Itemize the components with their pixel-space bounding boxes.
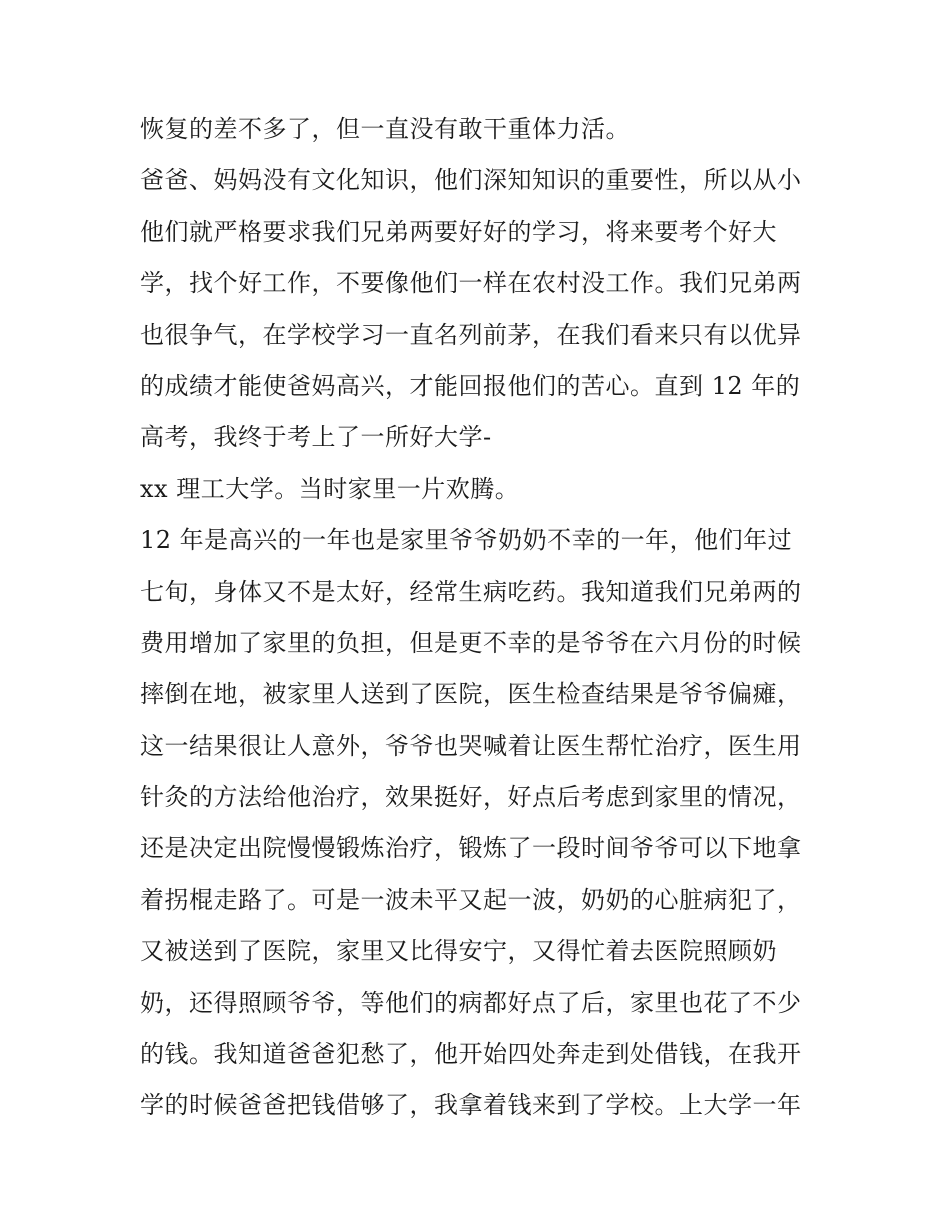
text-line: 又被送到了医院，家里又比得安宁，又得忙着去医院照顾奶 [140,937,777,966]
text-line: xx 理工大学。当时家里一片欢腾。 [140,474,520,503]
text-line: 七旬，身体又不是太好，经常生病吃药。我知道我们兄弟两的 [140,577,802,606]
text-line: 高考，我终于考上了一所好大学- [140,423,492,452]
text-line: 12 年是高兴的一年也是家里爷爷奶奶不幸的一年，他们年过 [140,526,793,555]
text-line: 的钱。我知道爸爸犯愁了，他开始四处奔走到处借钱，在我开 [140,1040,802,1069]
text-line: 摔倒在地，被家里人送到了医院，医生检查结果是爷爷偏瘫， [140,680,802,709]
text-line: 恢复的差不多了，但一直没有敢干重体力活。 [140,115,630,143]
text-line: 这一结果很让人意外，爷爷也哭喊着让医生帮忙治疗，医生用 [140,731,802,760]
text-line: 针灸的方法给他治疗，效果挺好，好点后考虑到家里的情况， [140,783,802,812]
text-line: 奶，还得照顾爷爷，等他们的病都好点了后，家里也花了不少 [140,988,802,1017]
text-line: 爸爸、妈妈没有文化知识，他们深知知识的重要性，所以从小 [140,166,802,195]
body-text [140,104,820,1132]
text-line: 的成绩才能使爸妈高兴，才能回报他们的苦心。直到 12 年的 [140,371,801,400]
text-line: 着拐棍走路了。可是一波未平又起一波，奶奶的心脏病犯了， [140,885,802,914]
text-line: 他们就严格要求我们兄弟两要好好的学习，将来要考个好大 [140,217,777,246]
text-line: 费用增加了家里的负担，但是更不幸的是爷爷在六月份的时候 [140,628,802,657]
text-line: 学的时候爸爸把钱借够了，我拿着钱来到了学校。上大学一年 [140,1091,802,1120]
text-line: 学，找个好工作，不要像他们一样在农村没工作。我们兄弟两 [140,269,802,298]
text-line: 还是决定出院慢慢锻炼治疗，锻炼了一段时间爷爷可以下地拿 [140,834,802,863]
text-line: 也很争气，在学校学习一直名列前茅，在我们看来只有以优异 [140,320,802,349]
